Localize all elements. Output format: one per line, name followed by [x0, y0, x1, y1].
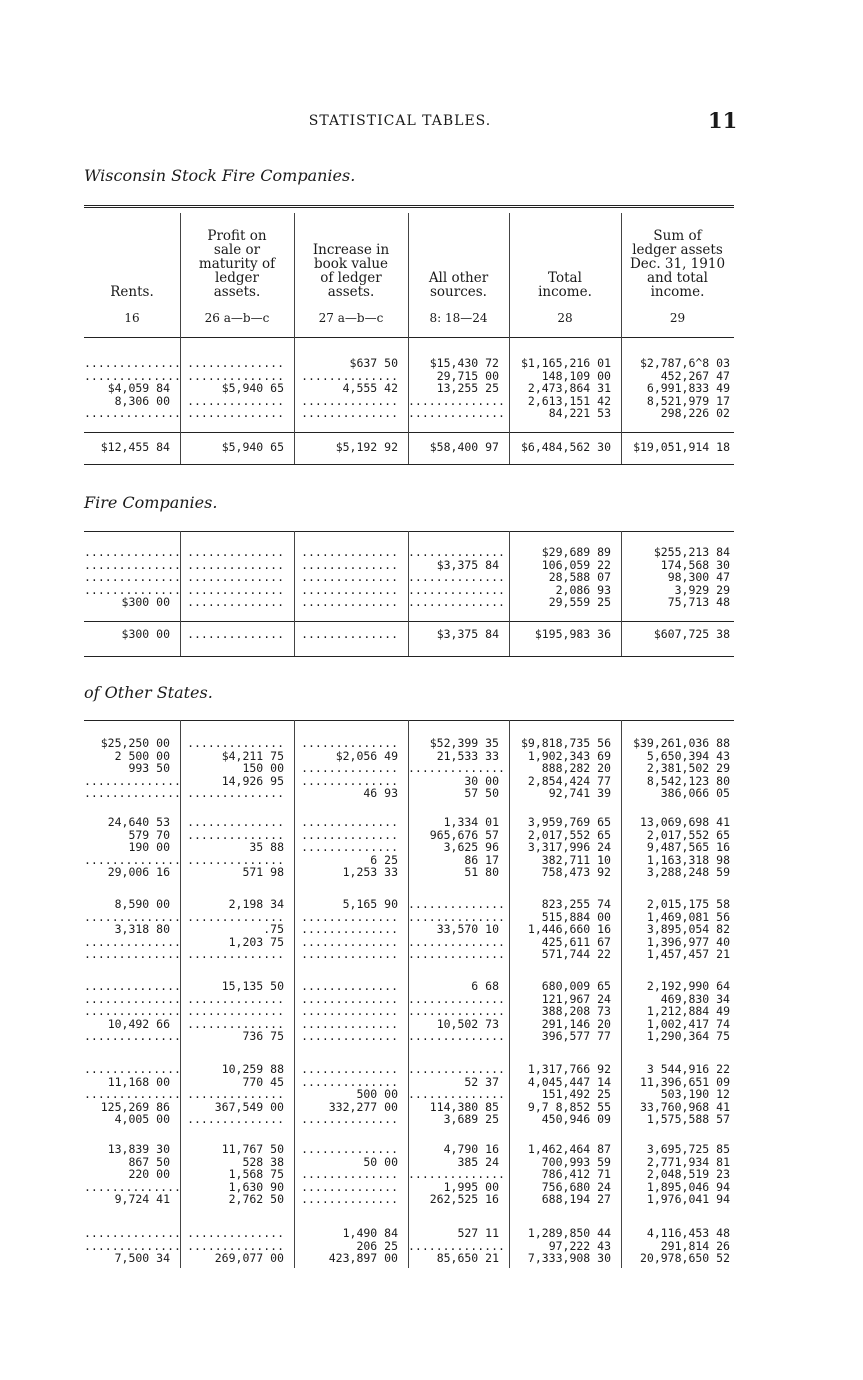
table-cell-block: 8,590 00 .............. 3,318 80 .............. .............. — [84, 897, 181, 961]
table-cell-block: 24,640 53 579 70 190 00 .............. 29,006 16 — [84, 815, 181, 879]
column-rule — [509, 720, 510, 1268]
table-cell-block: .............. .............. 269,077 00 — [187, 1226, 284, 1265]
table-cell-block: 1,334 01 965,676 57 3,625 96 86 17 51 80 — [429, 815, 499, 879]
header-bottom-rule — [84, 337, 734, 338]
table-cell-block: $637 50 .............. 4,555 42 .............. .............. — [301, 356, 398, 420]
table-cell-block: $1,165,216 01 148,109 00 2,473,864 31 2,613,151 42 84,221 53 — [520, 356, 611, 420]
table-cell-block: 527 11 .............. 85,650 21 — [408, 1226, 505, 1265]
section-2-bottom-rule — [84, 656, 734, 657]
column-header-number: 27 a—b—c — [318, 311, 384, 325]
table-cell-block: 2,192,990 64 469,830 34 1,212,884 49 1,002,417 74 1,290,364 75 — [646, 979, 730, 1043]
column-rule — [621, 531, 622, 656]
table-cell-block: 10,259 88 770 45 .............. 367,549 00 .............. — [187, 1062, 284, 1126]
column-header-label: Increase in book value of ledger assets. — [312, 242, 390, 300]
table-cell-block: 4,790 16 385 24 .............. 1,995 00 262,525 16 — [408, 1142, 505, 1206]
table-cell-block: .............. $3,375 84 .............. .............. .............. — [408, 545, 505, 609]
table-cell-block: $39,261,036 88 5,650,394 43 2,381,502 29 8,542,123 80 386,066 05 — [633, 736, 730, 800]
table-cell-block: $195,983 36 — [534, 627, 611, 641]
table-cell-block: 3,695,725 85 2,771,934 81 2,048,519 23 1,895,046 94 1,976,041 94 — [646, 1142, 730, 1206]
column-rule — [180, 720, 181, 1268]
table-cell-block: .............. .............. 33,570 10 .............. .............. — [408, 897, 505, 961]
section-title-fire-companies: Fire Companies. — [84, 493, 218, 512]
table-cell-block: $25,250 00 2 500 00 993 50 .............. .............. — [84, 736, 181, 800]
column-header — [621, 213, 734, 333]
table-cell-block: .............. .............. .............. .............. .............. — [301, 545, 398, 609]
section-2-top-rule — [84, 531, 734, 532]
table-cell-block: $12,455 84 — [100, 440, 170, 454]
table-cell-block: $2,787,6^8 03 452,267 47 6,991,833 49 8,521,979 17 298,226 02 — [639, 356, 730, 420]
column-rule — [408, 531, 409, 656]
section-title-wisconsin-stock: Wisconsin Stock Fire Companies. — [84, 166, 356, 185]
column-header — [294, 213, 408, 333]
column-header — [408, 213, 509, 333]
table-cell-block: .............. .............. .............. 6 25 1,253 33 — [301, 815, 398, 879]
table-cell-block: 15,135 50 .............. .............. .............. 736 75 — [187, 979, 284, 1043]
table-cell-block: .............. .............. $4,059 84 8,306 00 .............. — [84, 356, 181, 420]
column-header-label: All other sources. — [428, 270, 489, 300]
column-rule — [408, 720, 409, 1268]
table-cell-block: $6,484,562 30 — [520, 440, 611, 454]
column-header-label: Profit on sale or maturity of ledger assets. — [198, 228, 276, 300]
column-header — [180, 213, 294, 333]
column-rule — [294, 531, 295, 656]
table-cell-block: .............. .............. 35 88 .............. 571 98 — [187, 815, 284, 879]
section-2-total-rule — [84, 621, 734, 622]
table-cell-block: $58,400 97 — [429, 440, 499, 454]
table-cell-block: .............. — [301, 627, 398, 641]
table-cell-block: 6 68 .............. .............. 10,502 73 .............. — [408, 979, 505, 1043]
table-cell-block: 11,767 50 528 38 1,568 75 1,630 90 2,762 50 — [221, 1142, 284, 1206]
table-cell-block: 1,317,766 92 4,045,447 14 151,492 25 9,7 8,852 55 450,946 09 — [527, 1062, 611, 1126]
table-cell-block: .............. .............. 7,500 34 — [84, 1226, 181, 1265]
table-cell-block: .............. — [187, 627, 284, 641]
section-title-other-states: of Other States. — [84, 683, 213, 702]
table-cell-block: 13,839 30 867 50 220 00 .............. 9,724 41 — [84, 1142, 181, 1206]
column-rule — [294, 213, 295, 464]
column-rule — [509, 531, 510, 656]
table-cell-block: 13,069,698 41 2,017,552 65 9,487,565 16 1,163,318 98 3,288,248 59 — [639, 815, 730, 879]
column-header-number: 16 — [124, 311, 140, 325]
table-cell-block: 3,959,769 65 2,017,552 65 3,317,996 24 382,711 10 758,473 92 — [527, 815, 611, 879]
table-top-rule — [84, 205, 734, 211]
column-header-label: Sum of ledger assets Dec. 31, 1910 and total income. — [629, 228, 726, 300]
column-header-number: 29 — [669, 311, 686, 325]
table-cell-block: .............. $4,211 75 150 00 14,926 95 .............. — [187, 736, 284, 800]
table-cell-block: $5,192 92 — [335, 440, 398, 454]
table-cell-block: $15,430 72 29,715 00 13,255 25 .............. .............. — [408, 356, 505, 420]
column-header-label: Total income. — [538, 270, 592, 300]
column-header — [509, 213, 621, 333]
table-cell-block: $5,940 65 — [221, 440, 284, 454]
table-cell-block: .............. .............. .............. .............. $300 00 — [84, 545, 181, 609]
table-cell-block: $3,375 84 — [436, 627, 499, 641]
table-cell-block: 1,289,850 44 97,222 43 7,333,908 30 — [527, 1226, 611, 1265]
table-cell-block: 2,198 34 .............. .75 1,203 75 .............. — [187, 897, 284, 961]
column-rule — [294, 720, 295, 1268]
table-cell-block: .............. .............. 500 00 332,277 00 .............. — [301, 1062, 398, 1126]
column-rule — [180, 213, 181, 464]
table-cell-block: 680,009 65 121,967 24 388,208 73 291,146 20 396,577 77 — [541, 979, 611, 1043]
table-cell-block: 823,255 74 515,884 00 1,446,660 16 425,611 67 571,744 22 — [527, 897, 611, 961]
column-header-number: 28 — [557, 311, 573, 325]
table-cell-block: $300 00 — [121, 627, 170, 641]
section-3-top-rule — [84, 720, 734, 721]
table-cell-block: 2,015,175 58 1,469,081 56 3,895,054 82 1,396,977 40 1,457,457 21 — [646, 897, 730, 961]
table-cell-block: .............. $2,056 49 .............. .............. 46 93 — [301, 736, 398, 800]
column-header-number: 26 a—b—c — [204, 311, 270, 325]
table-cell-block: 5,165 90 .............. .............. .............. .............. — [301, 897, 398, 961]
table-cell-block: .............. .............. .............. 10,492 66 .............. — [84, 979, 181, 1043]
column-rule — [408, 213, 409, 464]
table-cell-block: .............. 50 00 .............. .............. .............. — [301, 1142, 398, 1206]
table-cell-block: $19,051,914 18 — [633, 440, 730, 454]
column-header — [84, 213, 180, 333]
table-cell-block: 1,462,464 87 700,993 59 786,412 71 756,680 24 688,194 27 — [527, 1142, 611, 1206]
table-cell-block: .............. .............. .............. .............. .............. — [301, 979, 398, 1043]
running-head: STATISTICAL TABLES. — [308, 113, 492, 129]
column-rule — [180, 531, 181, 656]
table-cell-block: 4,116,453 48 291,814 26 20,978,650 52 — [639, 1226, 730, 1265]
table-cell-block: $9,818,735 56 1,902,343 69 888,282 20 2,854,424 77 92,741 39 — [520, 736, 611, 800]
table-cell-block: .............. 52 37 .............. 114,380 85 3,689 25 — [408, 1062, 505, 1126]
table-cell-block: $29,689 89 106,059 22 28,588 07 2,086 93 29,559 25 — [541, 545, 611, 609]
table-cell-block: .............. 11,168 00 .............. 125,269 86 4,005 00 — [84, 1062, 181, 1126]
section-1-bottom-rule — [84, 464, 734, 465]
column-rule — [621, 720, 622, 1268]
table-cell-block: .............. .............. $5,940 65 .............. .............. — [187, 356, 284, 420]
column-header-label: Rents. — [110, 284, 154, 300]
table-cell-block: $255,213 84 174,568 30 98,300 47 3,929 29 75,713 48 — [653, 545, 730, 609]
table-cell-block: 1,490 84 206 25 423,897 00 — [328, 1226, 398, 1265]
page-number: 11 — [708, 108, 738, 133]
table-cell-block: $607,725 38 — [653, 627, 730, 641]
column-header-number: 8: 18—24 — [429, 311, 488, 325]
section-1-total-rule — [84, 432, 734, 433]
column-rule — [509, 213, 510, 464]
table-cell-block: $52,399 35 21,533 33 .............. 30 00 57 50 — [408, 736, 505, 800]
table-cell-block: .............. .............. .............. .............. .............. — [187, 545, 284, 609]
column-rule — [621, 213, 622, 464]
table-cell-block: 3 544,916 22 11,396,651 09 503,190 12 33,760,968 41 1,575,588 57 — [639, 1062, 730, 1126]
